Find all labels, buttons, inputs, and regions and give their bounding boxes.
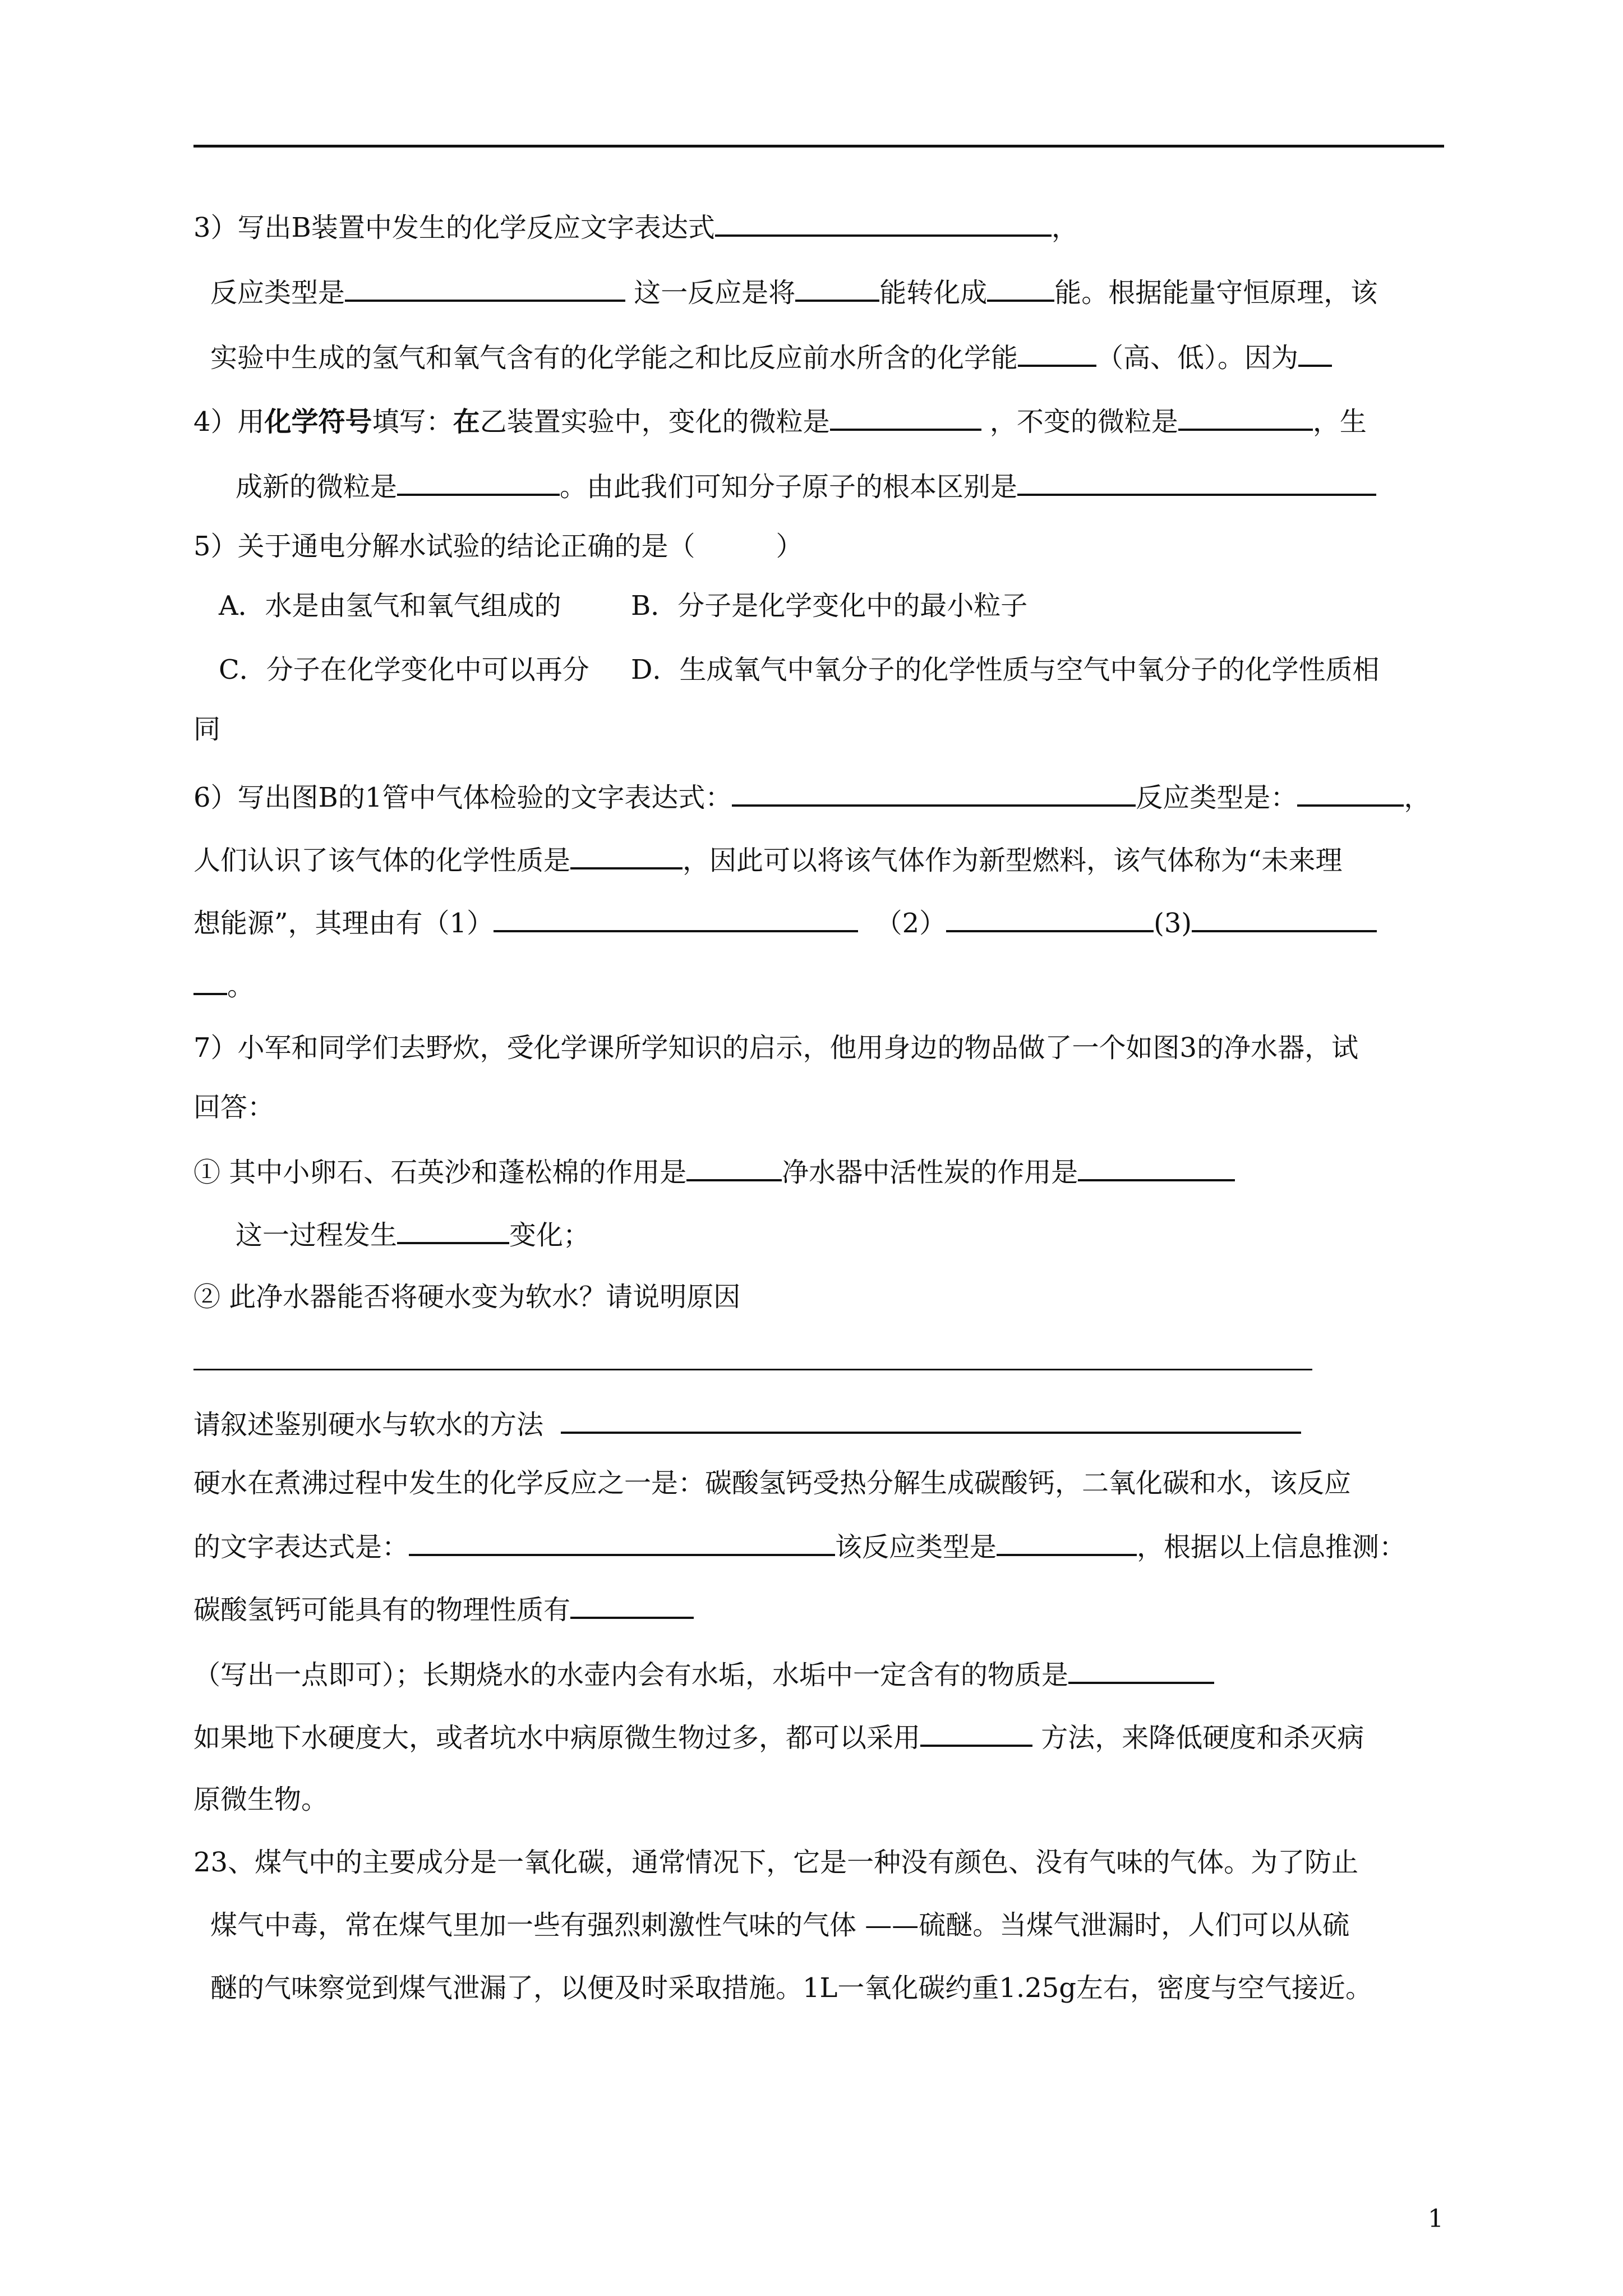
q7-hard-water-1: 硬水在煮沸过程中发生的化学反应之一是：碳酸氢钙受热分解生成碳酸钙，二氧化碳和水，该反应 (193, 1467, 1352, 1499)
q7-line2: 回答： (193, 1092, 275, 1123)
q3-line3: 实验中生成的氢气和氧气含有的化学能之和比反应前水所含的化学能 （高、低）。因为 (210, 340, 1332, 375)
answer-line (193, 1369, 1312, 1370)
q7-line1: 7）小军和同学们去野炊，受化学课所学知识的启示，他用身边的物品做了一个如图3的净水器，试 (193, 1032, 1359, 1064)
q7-hard-water-4: （写出一点即可）；长期烧水的水壶内会有水垢，水垢中一定含有的物质是 (193, 1657, 1214, 1692)
q23-line3: 醚的气味察觉到煤气泄漏了，以便及时采取措施。1L一氧化碳约重1.25g左右，密度与空气接近。 (210, 1972, 1373, 2004)
q6-line2: 人们认识了该气体的化学性质是 ，因此可以将该气体作为新型燃料，该气体称为“未来理 (193, 843, 1343, 877)
q6-line4: 。 (193, 968, 254, 1003)
q5-option-d: D．生成氧气中氧分子的化学性质与空气中氧分子的化学性质相 (631, 654, 1380, 685)
q5-stem: 5）关于通电分解水试验的结论正确的是（ ） (193, 531, 803, 562)
item-number-1: ① (193, 1157, 221, 1188)
q5-option-b: B．分子是化学变化中的最小粒子 (631, 590, 1028, 622)
q3-line2: 反应类型是 这一反应是将 能转化成 能。根据能量守恒原理，该 (210, 275, 1377, 310)
q6-line1: 6）写出图B的1管中气体检验的文字表达式： 反应类型是： ， (193, 780, 1431, 815)
q7-item2: ② 此净水器能否将硬水变为软水？请说明原因 (193, 1281, 741, 1313)
q7-hard-water-5: 如果地下水硬度大，或者坑水中病原微生物过多，都可以采用 方法，来降低硬度和杀灭病 (193, 1720, 1364, 1755)
q6-line3: 想能源”，其理由有（1） （2） (3) (193, 905, 1377, 940)
q23-line2: 煤气中毒，常在煤气里加一些有强烈刺激性气味的气体 ——硫醚。当煤气泄漏时，人们可以从硫 (210, 1910, 1350, 1941)
q7-item1-line2: 这一过程发生 变化； (236, 1217, 590, 1252)
q4-line2: 成新的微粒是 。由此我们可知分子原子的根本区别是 (236, 469, 1376, 504)
q7-hard-water-6: 原微生物。 (193, 1784, 329, 1815)
header-rule (193, 145, 1444, 148)
q23-line1: 23、煤气中的主要成分是一氧化碳，通常情况下，它是一种没有颜色、没有气味的气体。为了防止 (193, 1847, 1359, 1878)
q7-hard-water-2: 的文字表达式是： 该反应类型是 ，根据以上信息推测： (193, 1529, 1406, 1564)
q4-line1: 4）用化学符号填写：在乙装置实验中，变化的微粒是 ，不变的微粒是 ，生 (193, 404, 1367, 439)
item-number-2: ② (193, 1281, 221, 1313)
q7-hard-water-3: 碳酸氢钙可能具有的物理性质有 (193, 1592, 694, 1627)
q5-option-c: C．分子在化学变化中可以再分 (219, 654, 589, 685)
q3-line1: 3）写出B装置中发生的化学反应文字表达式 ， (193, 210, 1078, 245)
q7-identify: 请叙述鉴别硬水与软水的方法 (193, 1407, 1301, 1442)
q5-option-d-cont: 同 (193, 714, 221, 745)
page-number: 1 (1428, 2205, 1444, 2233)
q5-option-a: A．水是由氢气和氧气组成的 (219, 590, 561, 622)
q7-item1: ① 其中小卵石、石英沙和蓬松棉的作用是 净水器中活性炭的作用是 (193, 1154, 1235, 1189)
